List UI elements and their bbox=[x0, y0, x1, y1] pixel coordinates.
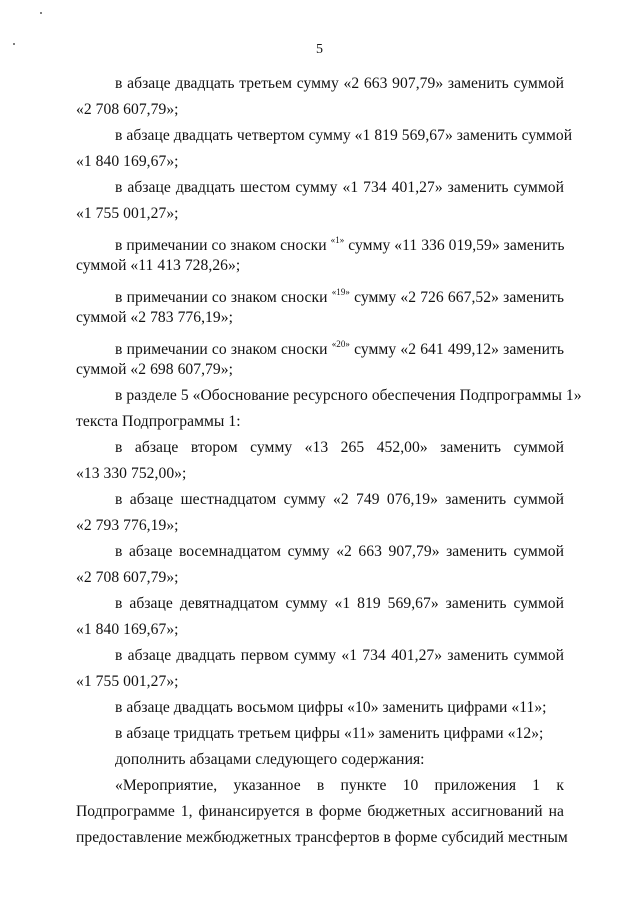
footnote-mark: «1» bbox=[330, 235, 345, 245]
text-line: «1 840 169,67»; bbox=[76, 153, 179, 170]
text-line bbox=[115, 282, 564, 308]
text-line: в абзаце двадцать шестом сумму «1 734 401,27» заменить суммой bbox=[115, 179, 564, 196]
text-line: в абзаце восемнадцатом сумму «2 663 907,79» заменить суммой bbox=[115, 543, 564, 560]
text-fragment: сумму «2 726 667,52» заменить bbox=[349, 289, 564, 306]
footnote-mark: «19» bbox=[331, 287, 350, 297]
text-fragment: в примечании со знаком сноски bbox=[115, 289, 332, 306]
text-line: в абзаце двадцать первом сумму «1 734 401,27» заменить суммой bbox=[115, 647, 564, 664]
text-fragment: в примечании со знаком сноски bbox=[115, 237, 331, 254]
text-line: «13 330 752,00»; bbox=[76, 465, 187, 482]
text-line: дополнить абзацами следующего содержания: bbox=[115, 751, 425, 768]
text-line: в абзаце тридцать третьем цифры «11» заменить цифрами «12»; bbox=[115, 725, 544, 742]
text-line: «1 755 001,27»; bbox=[76, 673, 179, 690]
text-line: «2 793 776,19»; bbox=[76, 517, 179, 534]
text-line: в абзаце шестнадцатом сумму «2 749 076,19» заменить суммой bbox=[115, 491, 564, 508]
text-line: в абзаце двадцать четвертом сумму «1 819 569,67» заменить суммой bbox=[115, 127, 573, 144]
text-line: «1 840 169,67»; bbox=[76, 621, 179, 638]
text-line: текста Подпрограммы 1: bbox=[76, 413, 241, 430]
text-fragment: сумму «11 336 019,59» заменить bbox=[344, 237, 565, 254]
text-fragment: сумму «2 641 499,12» заменить bbox=[349, 341, 564, 358]
text-line: суммой «2 698 607,79»; bbox=[76, 361, 233, 378]
text-line: суммой «2 783 776,19»; bbox=[76, 309, 233, 326]
text-line: «Мероприятие, указанное в пункте 10 приложения 1 к bbox=[115, 777, 564, 794]
text-line: в абзаце двадцать третьем сумму «2 663 907,79» заменить суммой bbox=[115, 75, 564, 92]
text-line: «1 755 001,27»; bbox=[76, 205, 179, 222]
text-line: в разделе 5 «Обоснование ресурсного обеспечения Подпрограммы 1» bbox=[115, 387, 582, 404]
text-fragment: в примечании со знаком сноски bbox=[115, 341, 332, 358]
scan-mark bbox=[40, 12, 42, 14]
text-line: «2 708 607,79»; bbox=[76, 101, 179, 118]
footnote-mark: «20» bbox=[331, 339, 350, 349]
text-line: в абзаце втором сумму «13 265 452,00» заменить суммой bbox=[115, 439, 564, 456]
text-line: в абзаце девятнадцатом сумму «1 819 569,67» заменить суммой bbox=[115, 595, 564, 612]
text-line: «2 708 607,79»; bbox=[76, 569, 179, 586]
text-line bbox=[115, 230, 564, 256]
text-line bbox=[115, 334, 564, 360]
text-line: предоставление межбюджетных трансфертов в форме субсидий местным bbox=[76, 829, 568, 846]
text-line: в абзаце двадцать восьмом цифры «10» заменить цифрами «11»; bbox=[115, 699, 547, 716]
text-line: суммой «11 413 728,26»; bbox=[76, 257, 241, 274]
page-number: 5 bbox=[316, 42, 323, 57]
text-line: Подпрограмме 1, финансируется в форме бюджетных ассигнований на bbox=[76, 803, 564, 820]
